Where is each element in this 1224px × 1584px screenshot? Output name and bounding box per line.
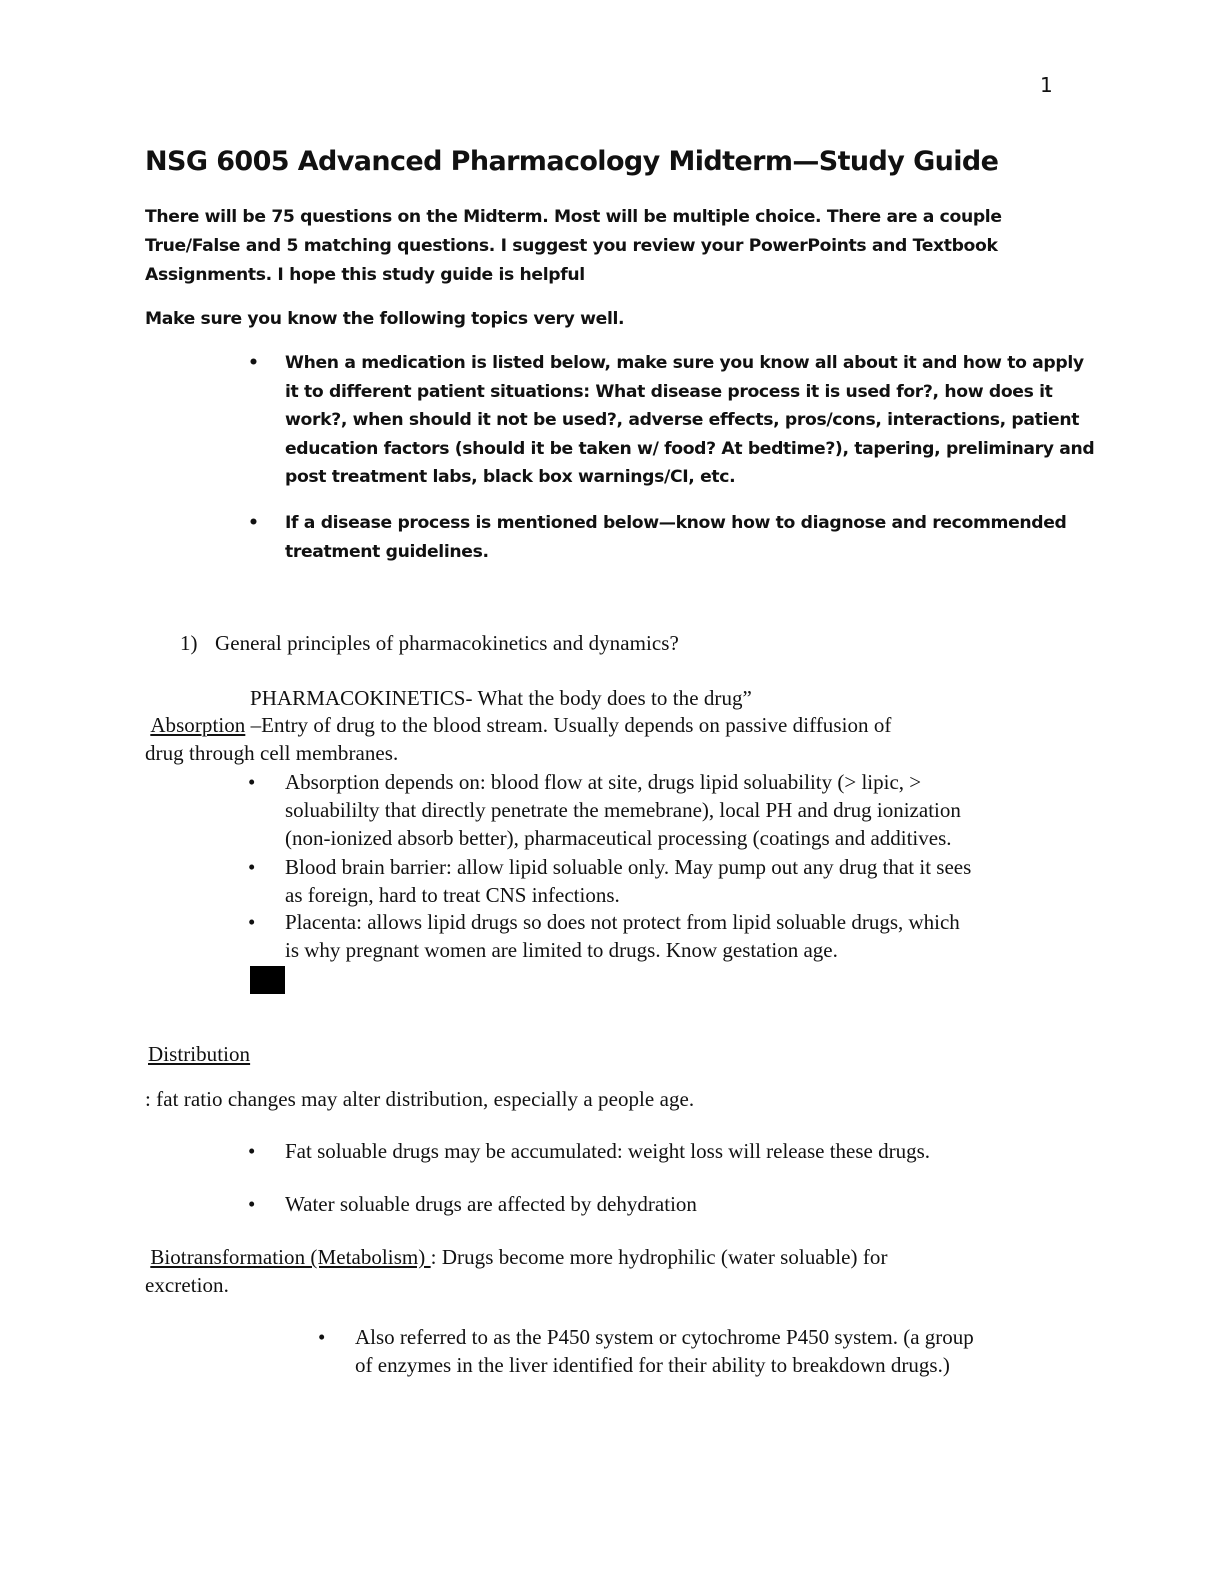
question-text: General principles of pharmacokinetics and dynamics? [215, 631, 679, 655]
bullet-line: it to different patient situations: What disease process it is used for?, how does it [285, 381, 1053, 402]
distribution-bullet [248, 1190, 1078, 1218]
biotransformation-heading: Biotransformation (Metabolism) [150, 1245, 431, 1269]
redaction-block [250, 966, 285, 994]
intro-line: There will be 75 questions on the Midterm. Most will be multiple choice. There are a couple [145, 207, 1002, 227]
bullet-icon: • [248, 910, 256, 934]
intro-paragraph [145, 203, 1005, 289]
bullet-line: If a disease process is mentioned below—know how to diagnose and recommended [285, 513, 1067, 533]
bullet-line: work?, when should it not be used?, adverse effects, pros/cons, interactions, patient [285, 410, 1080, 431]
intro-line: Assignments. I hope this study guide is helpful [145, 264, 585, 285]
absorption-line [145, 711, 891, 739]
bullet-text [285, 349, 1095, 492]
question-number: 1) [180, 631, 198, 655]
bullet-icon: • [248, 513, 259, 533]
bold-bullet-item [248, 349, 1095, 492]
bullet-icon: • [318, 1325, 326, 1349]
distribution-heading: Distribution [148, 1042, 251, 1066]
bullet-line: as foreign, hard to treat CNS infections. [285, 883, 620, 907]
bullet-text [355, 1323, 1078, 1379]
bullet-icon: • [248, 353, 259, 373]
biotransformation-line [145, 1243, 888, 1271]
bullet-text: Water soluable drugs are affected by dehydration [285, 1192, 697, 1216]
biotransformation-definition: : Drugs become more hydrophilic (water soluable) for [430, 1245, 888, 1269]
absorption-bullet [248, 853, 1078, 909]
bullet-line: Placenta: allows lipid drugs so does not protect from lipid soluable drugs, which [285, 910, 960, 934]
page-title: NSG 6005 Advanced Pharmacology Midterm—Study Guide [145, 146, 999, 177]
absorption-paragraph [145, 711, 891, 767]
bold-bullet-item [248, 509, 1078, 566]
bullet-line: education factors (should it be taken w/ food? At bedtime?), tapering, preliminary and [285, 438, 1095, 459]
pharmacokinetics-heading: PHARMACOKINETICS- What the body does to the drug” [250, 686, 752, 710]
bullet-line: Absorption depends on: blood flow at site, drugs lipid soluability (> lipic, > [285, 770, 922, 794]
bullet-text: Fat soluable drugs may be accumulated: weight loss will release these drugs. [285, 1139, 931, 1163]
absorption-heading: Absorption [150, 713, 246, 737]
bullet-line: soluabililty that directly penetrate the memebrane), local PH and drug ionization [285, 798, 961, 822]
absorption-definition: –Entry of drug to the blood stream. Usually depends on passive diffusion of [245, 713, 892, 737]
bullet-text [285, 509, 1078, 566]
bullet-line: Blood brain barrier: allow lipid soluable only. May pump out any drug that it sees [285, 855, 972, 879]
absorption-bullet [248, 908, 1078, 964]
bullet-line: treatment guidelines. [285, 541, 489, 562]
bullet-icon: • [248, 1139, 256, 1163]
intro-line: True/False and 5 matching questions. I suggest you review your PowerPoints and Textbook [145, 235, 998, 256]
absorption-line: drug through cell membranes. [145, 741, 399, 765]
biotransformation-line: excretion. [145, 1273, 229, 1297]
bullet-text [285, 853, 1078, 909]
absorption-bullet [248, 768, 1078, 852]
bullet-line: is why pregnant women are limited to drugs. Know gestation age. [285, 938, 838, 962]
bullet-icon: • [248, 1192, 256, 1216]
biotransformation-bullet [318, 1323, 1078, 1379]
bullet-text [285, 768, 1078, 852]
page-number: 1 [1040, 73, 1053, 97]
distribution-text: : fat ratio changes may alter distribution, especially a people age. [145, 1087, 695, 1111]
bullet-line: of enzymes in the liver identified for their ability to breakdown drugs.) [355, 1353, 950, 1377]
bullet-text [285, 908, 1078, 964]
biotransformation-paragraph [145, 1243, 888, 1299]
bullet-line: post treatment labs, black box warnings/CI, etc. [285, 467, 736, 488]
bullet-icon: • [248, 855, 256, 879]
topics-instruction: Make sure you know the following topics very well. [145, 309, 625, 329]
bullet-line: Also referred to as the P450 system or cytochrome P450 system. (a group [355, 1325, 974, 1349]
bullet-line: (non-ionized absorb better), pharmaceutical processing (coatings and additives. [285, 826, 952, 850]
distribution-bullet [248, 1137, 1078, 1165]
question-1 [180, 629, 679, 657]
bullet-icon: • [248, 770, 256, 794]
bullet-line: When a medication is listed below, make sure you know all about it and how to apply [285, 353, 1084, 373]
